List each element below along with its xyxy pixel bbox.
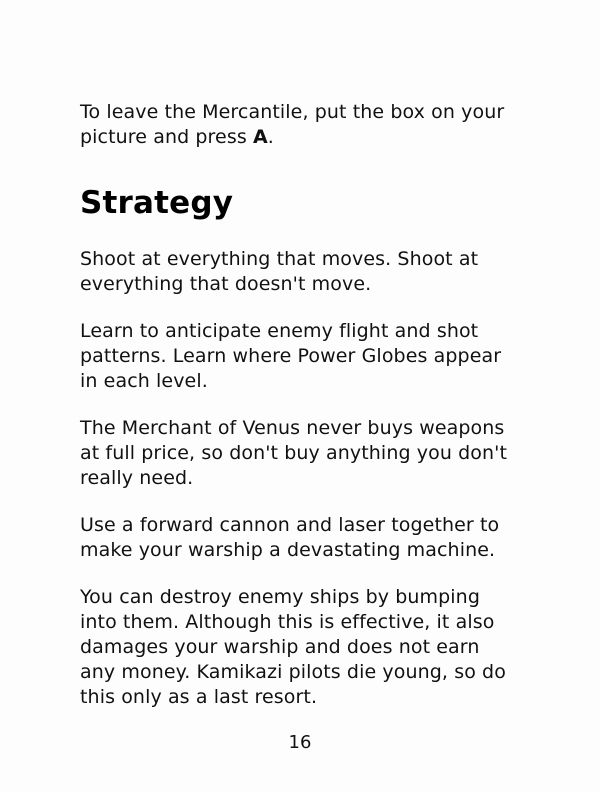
strategy-tip-2: Learn to anticipate enemy flight and shot patterns. Learn where Power Globes appear in each level.	[80, 320, 502, 392]
section-heading-strategy: Strategy	[80, 185, 234, 221]
strategy-tip-5: You can destroy enemy ships by bumping into them. Although this is effective, it also damages your warship and does not earn any money. Kamikazi pilots die young, so do this only as a last resort.	[80, 586, 506, 708]
strategy-tip-1: Shoot at everything that moves. Shoot at everything that doesn't move.	[80, 248, 479, 295]
intro-text-after: .	[267, 126, 274, 148]
intro-paragraph	[80, 100, 520, 150]
intro-text-before: To leave the Mercantile, put the box on your picture and press	[80, 101, 505, 148]
button-a-key: A	[252, 126, 268, 148]
page-content	[80, 100, 520, 732]
page-number: 16	[288, 732, 312, 753]
strategy-tip-4: Use a forward cannon and laser together to make your warship a devastating machine.	[80, 514, 500, 561]
strategy-tip-3: The Merchant of Venus never buys weapons at full price, so don't buy anything you don't really need.	[80, 417, 508, 489]
